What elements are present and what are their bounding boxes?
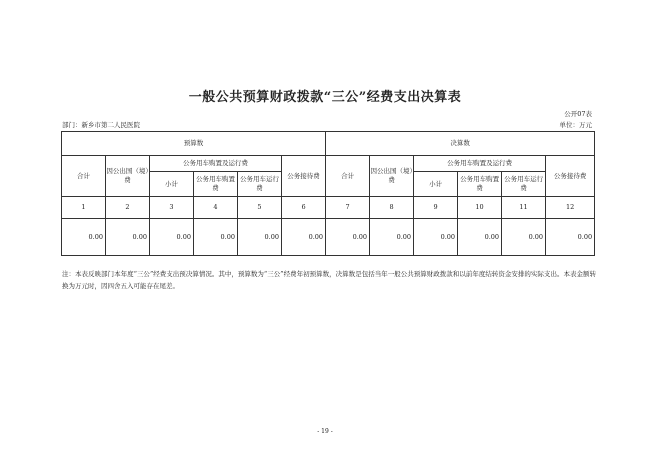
value-cell: 0.00 bbox=[326, 219, 370, 256]
final-vehicle-operation-header: 公务用车运行费 bbox=[502, 172, 546, 197]
column-number: 1 bbox=[62, 197, 106, 219]
column-number: 11 bbox=[502, 197, 546, 219]
final-vehicle-purchase-header: 公务用车购置费 bbox=[458, 172, 502, 197]
budget-abroad-header: 因公出国（境）费 bbox=[106, 156, 150, 197]
column-number: 4 bbox=[194, 197, 238, 219]
page-number: - 19 - bbox=[317, 428, 333, 435]
budget-vehicle-purchase-header: 公务用车购置费 bbox=[194, 172, 238, 197]
value-cell: 0.00 bbox=[62, 219, 106, 256]
value-cell: 0.00 bbox=[458, 219, 502, 256]
budget-total-header: 合计 bbox=[62, 156, 106, 197]
final-header: 决算数 bbox=[326, 132, 595, 156]
value-cell: 0.00 bbox=[282, 219, 326, 256]
unit-label: 单位：万元 bbox=[559, 121, 592, 129]
column-number: 2 bbox=[106, 197, 150, 219]
column-number: 5 bbox=[238, 197, 282, 219]
department-label: 部门：新乡市第二人民医院 bbox=[62, 121, 140, 129]
table-row bbox=[62, 219, 595, 256]
budget-vehicle-operation-header: 公务用车运行费 bbox=[238, 172, 282, 197]
value-cell: 0.00 bbox=[194, 219, 238, 256]
budget-vehicle-group-header: 公务用车购置及运行费 bbox=[150, 156, 282, 172]
column-number: 3 bbox=[150, 197, 194, 219]
value-cell: 0.00 bbox=[106, 219, 150, 256]
final-reception-header: 公务接待费 bbox=[546, 156, 595, 197]
value-cell: 0.00 bbox=[150, 219, 194, 256]
final-subtotal-header: 小计 bbox=[414, 172, 458, 197]
budget-header: 预算数 bbox=[62, 132, 326, 156]
value-cell: 0.00 bbox=[546, 219, 595, 256]
final-abroad-header: 因公出国（境）费 bbox=[370, 156, 414, 197]
column-number: 8 bbox=[370, 197, 414, 219]
value-cell: 0.00 bbox=[238, 219, 282, 256]
budget-subtotal-header: 小计 bbox=[150, 172, 194, 197]
column-number: 12 bbox=[546, 197, 595, 219]
column-number: 7 bbox=[326, 197, 370, 219]
column-number-row bbox=[62, 197, 595, 219]
final-total-header: 合计 bbox=[326, 156, 370, 197]
value-cell: 0.00 bbox=[370, 219, 414, 256]
value-cell: 0.00 bbox=[502, 219, 546, 256]
three-public-expenses-table bbox=[61, 131, 595, 256]
table-title: 一般公共预算财政拨款“三公”经费支出决算表 bbox=[188, 90, 462, 105]
form-number: 公开07表 bbox=[564, 110, 592, 118]
header-row-category bbox=[62, 156, 595, 172]
budget-reception-header: 公务接待费 bbox=[282, 156, 326, 197]
final-vehicle-group-header: 公务用车购置及运行费 bbox=[414, 156, 546, 172]
header-row-group bbox=[62, 132, 595, 156]
column-number: 6 bbox=[282, 197, 326, 219]
column-number: 10 bbox=[458, 197, 502, 219]
value-cell: 0.00 bbox=[414, 219, 458, 256]
footnote: 注：本表反映部门本年度“三公”经费支出预决算情况。其中，预算数为“三公”经费年初预算数，决算数是包括当年一般公共预算财政拨款和以前年度结转资金安排的实际支出。本表金额转换为万元时，因四舍五入可能存在尾差。 bbox=[62, 270, 596, 290]
column-number: 9 bbox=[414, 197, 458, 219]
